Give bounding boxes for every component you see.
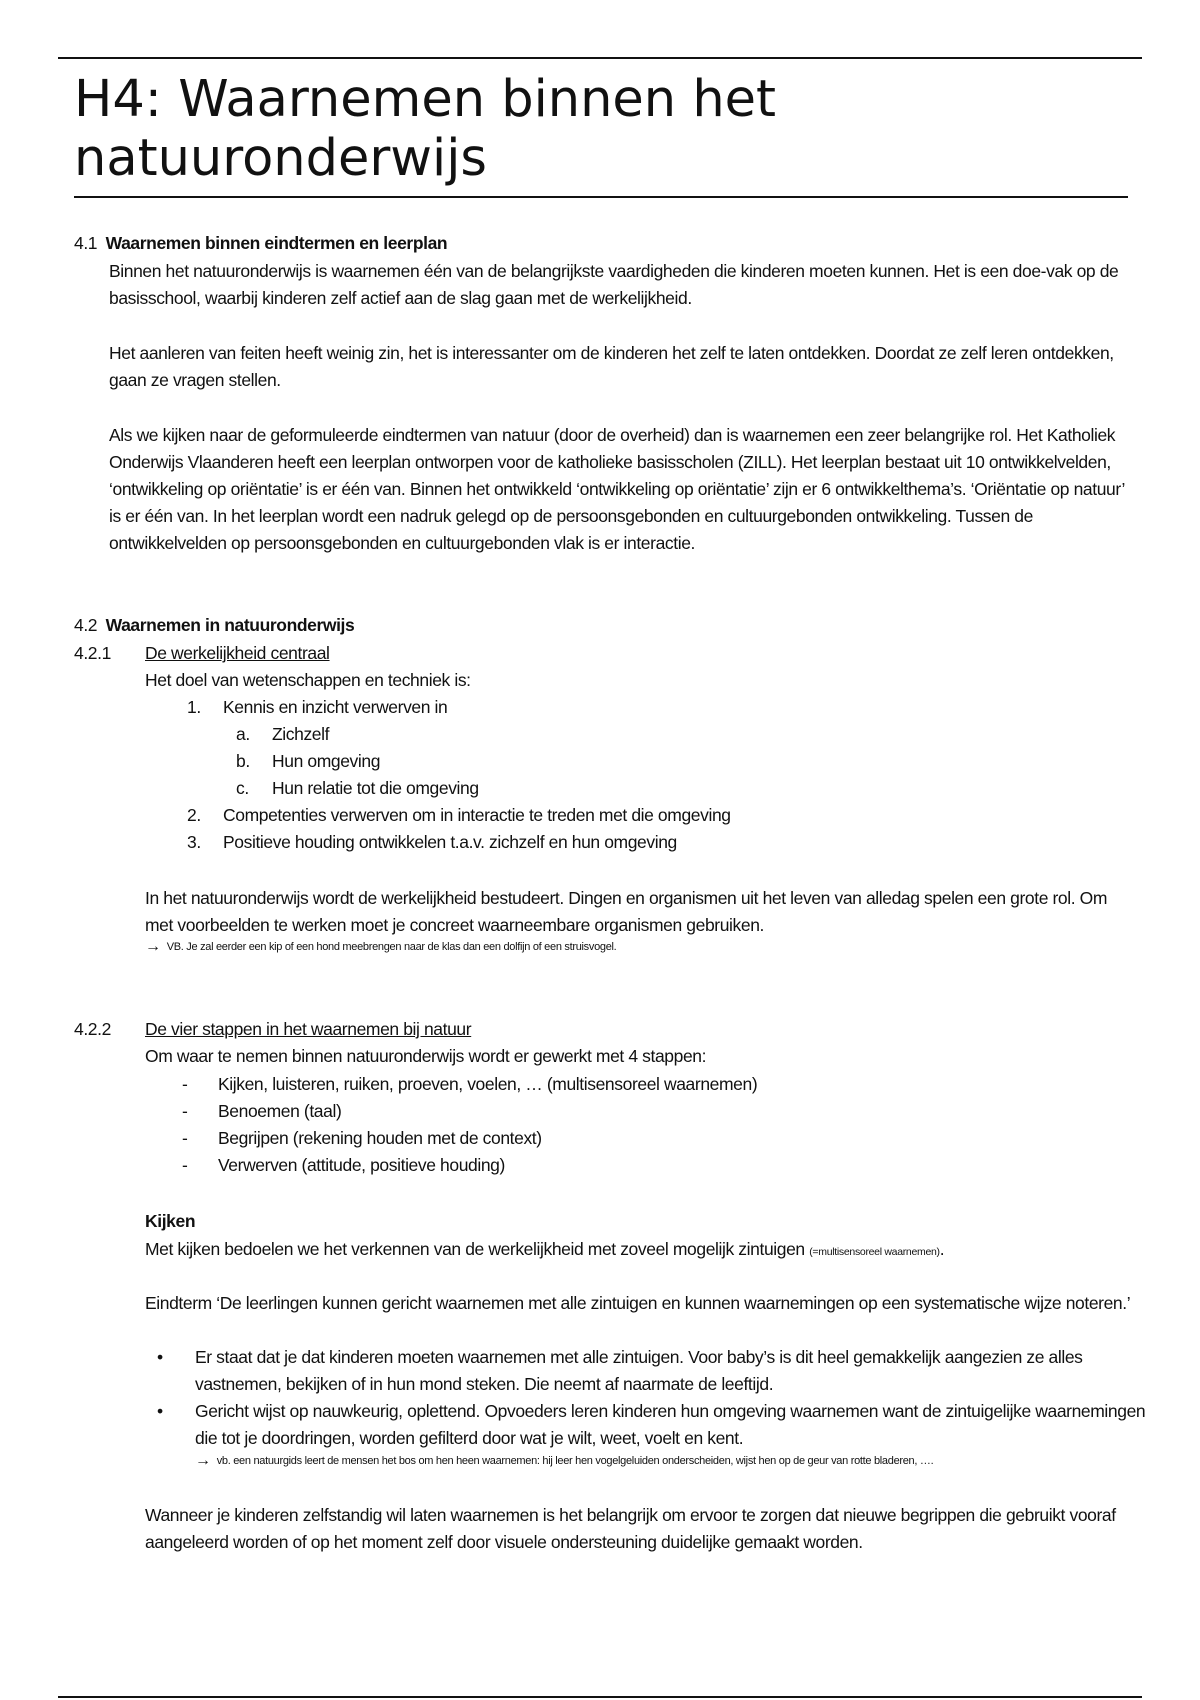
paragraph-4-1-2: Het aanleren van feiten heeft weinig zin, het is interessanter om de kinderen het zelf te laten ontdekken. Doordat ze zelf leren ontdekken, gaan ze vragen stellen.	[109, 343, 1114, 390]
list-marker: a.	[236, 724, 250, 744]
section-4-1-heading	[74, 230, 447, 257]
page-title: H4: Waarnemen binnen het natuuronderwijs	[74, 70, 777, 188]
step-text: Benoemen (taal)	[218, 1101, 342, 1121]
section-4-2-1-number: 4.2.1	[74, 643, 111, 663]
bullet-text: Er staat dat je dat kinderen moeten waarnemen met alle zintuigen. Voor baby’s is dit heel gemakkelijk aangezien ze alles vastnemen, bekijken of in hun mond steken. Die neemt af naarmate de leeftijd.	[195, 1347, 1083, 1394]
paragraph-4-1-3: Als we kijken naar de geformuleerde eindtermen van natuur (door de overheid) dan is waarnemen een zeer belangrijke rol. Het Katholiek Onderwijs Vlaanderen heeft een leerplan ontworpen voor de katholieke basisscholen (ZILL). Het leerplan bestaat uit 10 ontwikkelvelden, ‘ontwikkeling op oriëntatie’ is er één van. Binnen het ontwikkeld ‘ontwikkeling op oriëntatie’ zijn er 6 ontwikkelthema’s. ‘Oriëntatie op natuur’ is er één van. In het leerplan wordt een nadruk gelegd op de persoonsgebonden en cultuurgebonden ontwikkeling. Tussen de ontwikkelvelden op persoonsgebonden en cultuurgebonden vlak is er interactie.	[109, 425, 1125, 553]
bullet-marker: •	[157, 1401, 163, 1421]
list-text: Hun relatie tot die omgeving	[272, 778, 479, 798]
bullet-text: Gericht wijst op nauwkeurig, oplettend. Opvoeders leren kinderen hun omgeving waarnemen want de zintuigelijke waarnemingen die tot je doordringen, worden gefilterd door wat je wilt, weet, voelt en kent.	[195, 1401, 1146, 1448]
closing-paragraph: Wanneer je kinderen zelfstandig wil laten waarnemen is het belangrijk om ervoor te zorgen dat nieuwe begrippen die gebruikt vooraf aangeleerd worden of op het moment zelf door visuele ondersteuning duidelijke gemaakt worden.	[145, 1505, 1116, 1552]
list-text: Positieve houding ontwikkelen t.a.v. zichzelf en hun omgeving	[223, 832, 677, 852]
section-number: 4.2	[74, 615, 98, 635]
eindterm-paragraph: Eindterm ‘De leerlingen kunnen gericht waarnemen met alle zintuigen en kunnen waarnemingen op een systematische wijze noteren.’	[145, 1293, 1131, 1313]
section-4-2-2-title: De vier stappen in het waarnemen bij natuur	[145, 1019, 472, 1039]
section-4-2-2-number: 4.2.2	[74, 1019, 111, 1039]
section-4-2-1-title: De werkelijkheid centraal	[145, 643, 330, 663]
dash-marker: -	[182, 1101, 188, 1121]
example-note	[145, 940, 616, 954]
top-page-rule	[58, 57, 1142, 59]
kijken-heading: Kijken	[145, 1211, 196, 1231]
steps-intro: Om waar te nemen binnen natuuronderwijs wordt er gewerkt met 4 stappen:	[145, 1046, 707, 1066]
list-marker: 1.	[187, 697, 201, 717]
kijken-end: .	[939, 1239, 945, 1259]
title-underline	[74, 196, 1128, 198]
list-marker: b.	[236, 751, 250, 771]
kijken-small-note: (=multisensoreel waarnemen)	[809, 1246, 940, 1258]
list-text: Zichzelf	[272, 724, 330, 744]
kijken-paragraph	[145, 1236, 944, 1266]
section-4-2-heading	[74, 612, 354, 639]
dash-marker: -	[182, 1074, 188, 1094]
example-note-2	[195, 1454, 933, 1468]
section-title: Waarnemen binnen eindtermen en leerplan	[105, 233, 448, 253]
step-text: Begrijpen (rekening houden met de context)	[218, 1128, 542, 1148]
step-text: Verwerven (attitude, positieve houding)	[218, 1155, 505, 1175]
kijken-text: Met kijken bedoelen we het verkennen van de werkelijkheid met zoveel mogelijk zintuigen	[145, 1239, 805, 1259]
bullet-marker: •	[157, 1347, 163, 1367]
dash-marker: -	[182, 1128, 188, 1148]
paragraph-4-2-1: In het natuuronderwijs wordt de werkelijkheid bestudeert. Dingen en organismen uit het leven van alledag spelen een grote rol. Om met voorbeelden te werken moet je concreet waarneembare organismen gebruiken.	[145, 888, 1108, 935]
dash-marker: -	[182, 1155, 188, 1175]
list-marker: c.	[236, 778, 249, 798]
list-marker: 3.	[187, 832, 201, 852]
section-title: Waarnemen in natuuronderwijs	[105, 615, 355, 635]
list-text: Kennis en inzicht verwerven in	[223, 697, 448, 717]
list-text: Competenties verwerven om in interactie te treden met die omgeving	[223, 805, 731, 825]
section-number: 4.1	[74, 233, 98, 253]
arrow-right-icon: →	[195, 1452, 211, 1469]
example-text: VB. Je zal eerder een kip of een hond meebrengen naar de klas dan een dolfijn of een struisvogel.	[166, 941, 617, 953]
paragraph-4-1-1: Binnen het natuuronderwijs is waarnemen één van de belangrijkste vaardigheden die kinderen moeten kunnen. Het is een doe-vak op de basisschool, waarbij kinderen zelf actief aan de slag gaan met de werkelijkheid.	[109, 261, 1119, 308]
step-text: Kijken, luisteren, ruiken, proeven, voelen, … (multisensoreel waarnemen)	[218, 1074, 758, 1094]
list-marker: 2.	[187, 805, 201, 825]
arrow-right-icon: →	[145, 938, 161, 955]
goal-intro: Het doel van wetenschappen en techniek is:	[145, 670, 471, 690]
list-text: Hun omgeving	[272, 751, 381, 771]
example-text: vb. een natuurgids leert de mensen het bos om hen heen waarnemen: hij leer hen vogelgeluiden onderscheiden, wijst hen op de geur van rotte bladeren, ….	[216, 1455, 934, 1467]
bottom-page-rule	[58, 1696, 1142, 1698]
